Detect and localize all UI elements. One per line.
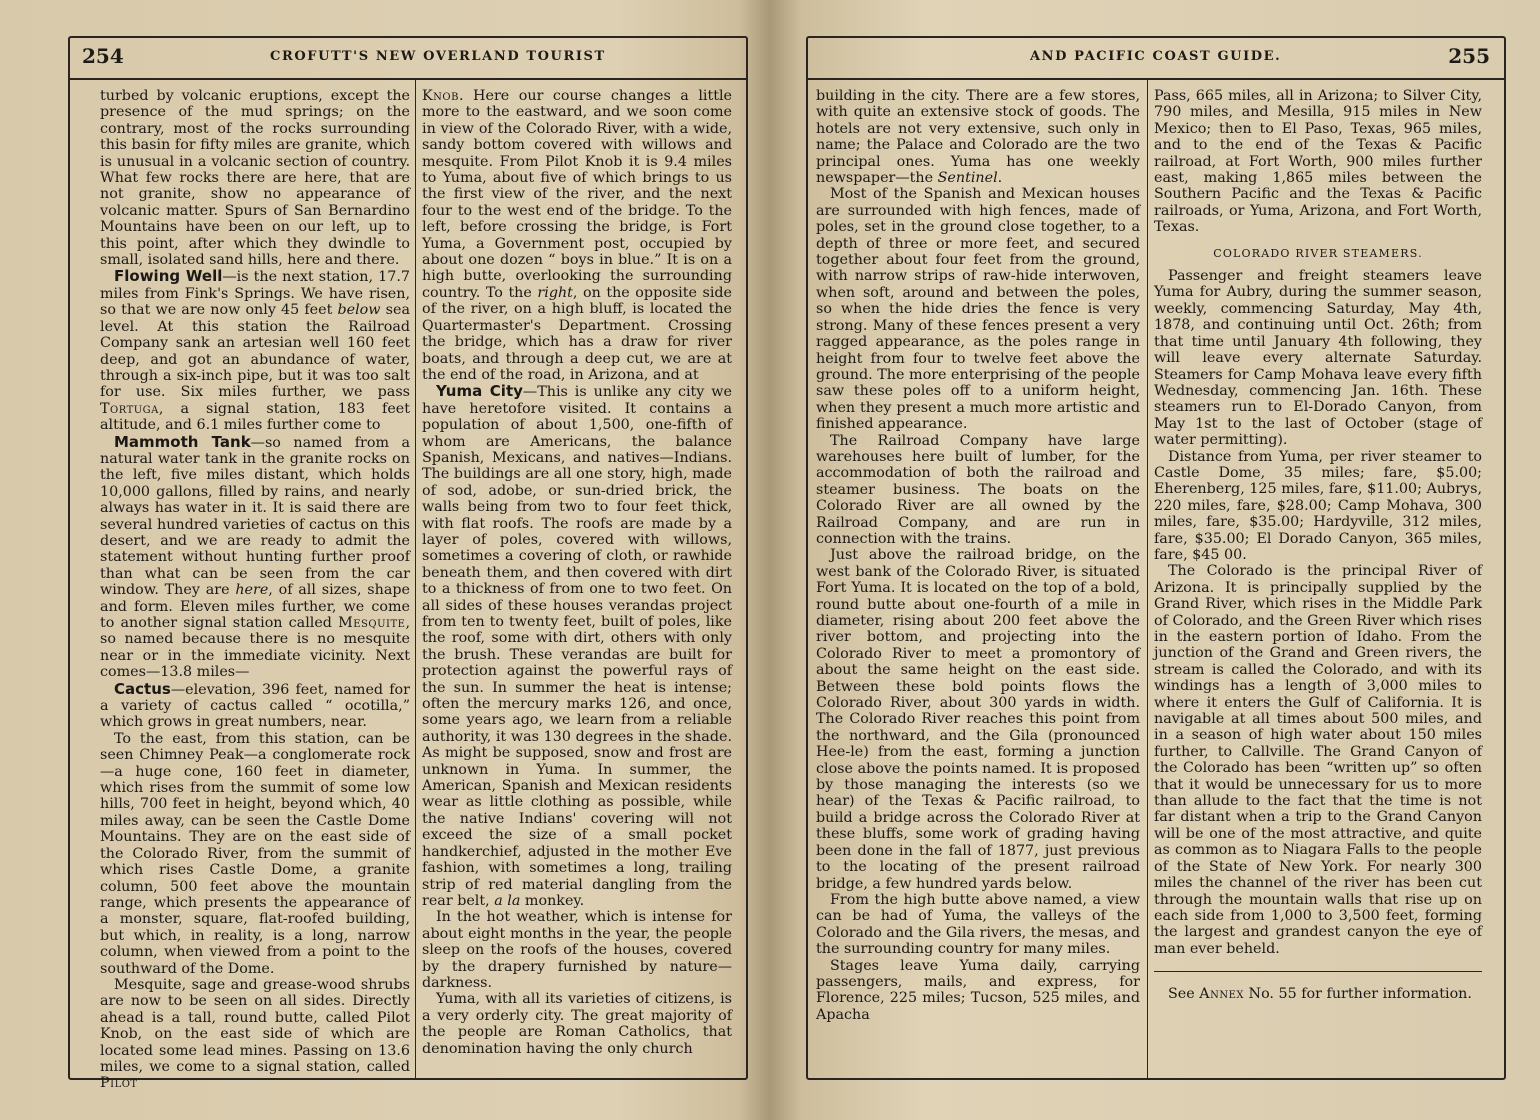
paragraph-text: See — [1168, 986, 1200, 1003]
paragraph-text: —This is unlike any city we have heretofore visited. It contains a population of about 1,500, one-fifth of whom are Americans, the balance Spanish, Mexicans, and natives—Indians. The buildings are all one story, high, made of sod, adobe, or sun-dried brick, the walls being from two to four feet thick, with flat roofs. The roofs are made by a layer of poles, covered with willows, sometimes a covering of cloth, or rawhide beneath them, and then covered with dirt to a thickness of from one to two feet. On all sides of these houses verandas project from ten to twenty feet, built of poles, like the roof, some with dirt, others with only the brush. These verandas are built for protection against the powerful rays of the sun. In summer the heat is intense; often the mercury marks 126, and once, some years ago, we learn from a reliable authority, it was 130 degrees in the shade. As might be supposed, snow and frost are unknown in Yuma. In summer, the American, Spanish and Mexican residents wear as little clothing as possible, while the native Indians' covering will not exceed the size of a small pocket handkerchief, adjusted in the mother Eve fashion, with sometimes a long, trailing strip of red material dangling from the rear belt, — [422, 384, 732, 909]
station-heading: Flowing Well — [114, 267, 223, 286]
paragraph-text: sea level. At this station the Railroad Company sank an artesian well 160 feet deep, and got an abundance of water, through a six-inch pipe, but it was too salt for use. Six miles further, we pass — [100, 302, 410, 401]
paragraph-text: . Here our course changes a little more to the eastward, and we soon come in view of the Colorado River, with a wide, sandy bottom covered with willows and mesquite. From Pilot Knob it is 9.4 miles to Yuma, about five of which brings to us the first view of the river, and the next four to the west end of the bridge. To the left, before crossing the bridge, is Fort Yuma, a Government post, occupied by about one dozen “ boys in blue.” It is on a high butte, overlooking the surrounding country. To the — [422, 88, 732, 301]
station-heading: Cactus — [114, 679, 171, 698]
paragraph-text: , on the opposite side of the river, on a high bluff, is located the Quartermaster's Department. Crossing the bridge, which has a draw for river boats, and through a deep cut, we are at the end of the road, in Arizona, and at — [422, 284, 733, 383]
paragraph: In the hot weather, which is intense for about eight months in the year, the people sleep on the roofs of the houses, covered by the drapery furnished by nature—darkness. — [422, 909, 732, 991]
column-divider — [1147, 80, 1148, 1078]
paragraph: Distance from Yuma, per river steamer to Castle Dome, 35 miles; fare, $5.00; Eherenberg, 125 miles, fare, $11.00; Aubrys, 220 miles, fare, $28.00; Camp Mohava, 300 miles, fare, $35.00; Hardyville, 312 miles, fare, $35.00; El Dorado Canyon, 365 miles, fare, $45 00. — [1154, 448, 1482, 563]
right-page-frame — [806, 36, 1506, 1080]
paragraph-text: —so named from a natural water tank in the granite rocks on the left, five miles distant, which holds 10,000 gallons, filled by rains, and nearly always has water in it. It is said there are several hundred varieties of cactus on this desert, and we are ready to admit the statement without hunting further proof than what can be seen from the car window. They are — [100, 434, 410, 599]
small-caps-text: Pilot — [100, 1075, 138, 1092]
paragraph-text: monkey. — [520, 892, 585, 909]
left-page-frame — [68, 36, 748, 1092]
paragraph-mammoth-tank — [100, 434, 410, 681]
running-head: CROFUTT'S NEW OVERLAND TOURIST — [270, 49, 606, 64]
paragraph: turbed by volcanic eruptions, except the presence of the mud springs; on the contrary, most of the rocks surrounding this basin for fifty miles are granite, which is unusual in a volcanic section of country. What few rocks there are here, that are not granite, show no appearance of volcanic matter. Spurs of San Bernardino Mountains have been on our left, up to this point, after which they dwindle to small, isolated sand hills, here and there. — [100, 88, 410, 269]
italic-text: here — [235, 582, 269, 599]
right-page-column-1 — [816, 88, 1140, 1062]
small-caps-text: Tortuga — [100, 400, 159, 417]
right-page-header — [808, 38, 1504, 80]
paragraph: Stages leave Yuma daily, carrying passengers, mails, and express, for Florence, 225 miles; Tucson, 525 miles, and Apacha — [816, 957, 1140, 1023]
paragraph-cactus — [100, 681, 410, 731]
page-number: 255 — [1448, 44, 1490, 68]
paragraph: Pass, 665 miles, all in Arizona; to Silver City, 790 miles, and Mesilla, 915 miles in New Mexico; then to El Paso, Texas, 965 miles, and to the end of the Texas & Pacific railroad, at Fort Worth, 900 miles further east, making 1,865 miles between the Southern Pacific and the Texas & Pacific railroads, or Yuma, Arizona, and Fort Worth, Texas. — [1154, 88, 1482, 236]
paragraph — [422, 88, 732, 383]
paragraph: Just above the railroad bridge, on the west bank of the Colorado River, is situated Fort Yuma. It is located on the top of a bold, round butte about one-fourth of a mile in diameter, rising about 200 feet above the river bottom, and projecting into the Colorado River to meet a promontory of about the same height on the east side. Between these bold points flows the Colorado River, about 300 yards in width. The Colorado River reaches this point from the northward, and the Gila (pronounced Hee-le) from the east, forming a junction close above the points named. It is proposed by those managing the interests (so we hear) of the Texas & Pacific railroad, to build a bridge across the Colorado River at these bluffs, some work of grading having been done in the fall of 1877, just previous to the locating of the present railroad bridge, a few hundred yards below. — [816, 547, 1140, 892]
paragraph — [816, 88, 1140, 186]
running-head: AND PACIFIC COAST GUIDE. — [1030, 49, 1282, 64]
left-page-header — [70, 38, 746, 80]
paragraph: Most of the Spanish and Mexican houses are surrounded with high fences, made of poles, set in the ground close together, to a depth of three or more feet, and secured together about four feet from the ground, with narrow strips of raw-hide interwoven, when soft, around and between the poles, so when the hide dries the fence is very strong. Many of these fences present a very ragged appearance, as the poles range in height from four to twelve feet above the ground. The more enterprising of the people saw these poles off to a uniform height, when they present a much more artistic and finished appearance. — [816, 186, 1140, 433]
paragraph-text: —is the next station, 17.7 miles from Fink's Springs. We have risen, so that we are now only 45 feet — [100, 269, 410, 319]
paragraph: The Colorado is the principal River of Arizona. It is principally supplied by the Grand River, which rises in the Middle Park of Colorado, and the Green River which rises in the eastern portion of Idaho. From the junction of the Grand and Green rivers, the stream is called the Colorado, and with its windings has a length of 3,000 miles to where it enters the Gulf of California. It is navigable at all times about 500 miles, and in a season of high water about 150 miles further, to Callville. The Grand Canyon of the Colorado has been “written up” so often that it would be unnecessary for us to more than allude to the fact that the time is not far distant when a trip to the Grand Canyon will be one of the most attractive, and quite as common as to Niagara Falls to the people of the State of New York. For nearly 300 miles the channel of the river has been cut through the mountain walls that rise up on each side from 1,000 to 3,500 feet, forming the largest and grandest canyon the eye of man ever beheld. — [1154, 563, 1482, 957]
italic-text: below — [337, 302, 381, 319]
paragraph-text: . — [997, 170, 1003, 187]
paragraph-text: No. 55 for further information. — [1244, 986, 1472, 1003]
annex-note — [1154, 971, 1482, 1002]
paragraph — [100, 977, 410, 1092]
paragraph: From the high butte above named, a view can be had of Yuma, the valleys of the Colorado and the Gila rivers, the mesas, and the surrounding country for many miles. — [816, 891, 1140, 958]
page-number: 254 — [82, 44, 124, 68]
paragraph-text: —elevation, 396 feet, named for a variety of cactus called “ ocotilla,” which grows in great numbers, near. — [100, 681, 410, 731]
paragraph: Passenger and freight steamers leave Yuma for Aubry, during the summer season, weekly, commencing Saturday, May 4th, 1878, and continuing until Oct. 26th; from that time until January 4th following, they will leave every alternate Saturday. Steamers for Camp Mohava leave every fifth Wednesday, commencing Jan. 16th. These steamers run to El-Dorado Canyon, from May 1st to the last of October (stage of water permitting). — [1154, 268, 1482, 449]
left-page-column-2 — [422, 88, 732, 1062]
paragraph: The Railroad Company have large warehouses here built of lumber, for the accommodation of both the railroad and steamer business. The boats on the Colorado River are all owned by the Railroad Company, and are run in connection with the trains. — [816, 432, 1140, 547]
paragraph: Yuma, with all its varieties of citizens, is a very orderly city. The great majority of the people are Roman Catholics, that denomination having the only church — [422, 991, 732, 1057]
station-heading: Yuma City — [436, 382, 523, 401]
left-page-column-1 — [100, 88, 410, 1092]
small-caps-text: Knob — [422, 88, 459, 104]
paragraph-text: Mesquite, sage and grease-wood shrubs are now to be seen on all sides. Directly ahead is a tall, round butte, called Pilot Knob, on the east side of which are located some lead mines. Passing on 13.6 miles, we come to a signal station, called — [100, 976, 410, 1075]
section-heading: COLORADO RIVER STEAMERS. — [1213, 246, 1423, 260]
paragraph-yuma-city — [422, 383, 732, 909]
paragraph-text: , of all sizes, shape and form. Eleven miles further, we come to another signal station called — [100, 582, 410, 631]
station-heading: Mammoth Tank — [114, 432, 251, 451]
right-page-column-2 — [1154, 88, 1482, 1062]
paragraph: To the east, from this station, can be seen Chimney Peak—a conglomerate rock—a huge cone, 160 feet in diameter, which rises from the summit of some low hills, 700 feet in height, beyond which, 40 miles away, can be seen the Castle Dome Mountains. They are on the east side of the Colorado River, from the summit of which rises Castle Dome, a granite column, 500 feet above the mountain range, which presents the appearance of a monster, square, flat-roofed building, but which, in reality, is a long, narrow column, when viewed from a point to the southward of the Dome. — [100, 730, 410, 977]
small-caps-text: Annex — [1199, 986, 1245, 1003]
italic-text: Sentinel — [937, 170, 998, 187]
right-page — [770, 0, 1540, 1120]
small-caps-text: Mesquite — [338, 615, 406, 631]
paragraph-text: , so named because there is no mesquite near or in the immediate vicinity. Next comes—13.8 miles— — [100, 615, 410, 681]
paragraph-flowing-well — [100, 268, 410, 433]
paragraph-text: building in the city. There are a few stores, with quite an extensive stock of goods. The hotels are not very extensive, such only in name; the Palace and Colorado are the two principal ones. Yuma has one weekly newspaper—the — [816, 88, 1140, 187]
italic-text: a la — [494, 892, 521, 909]
italic-text: right — [537, 284, 573, 301]
column-divider — [415, 80, 416, 1078]
paragraph-text: , a signal station, 183 feet altitude, and 6.1 miles further come to — [100, 400, 410, 434]
